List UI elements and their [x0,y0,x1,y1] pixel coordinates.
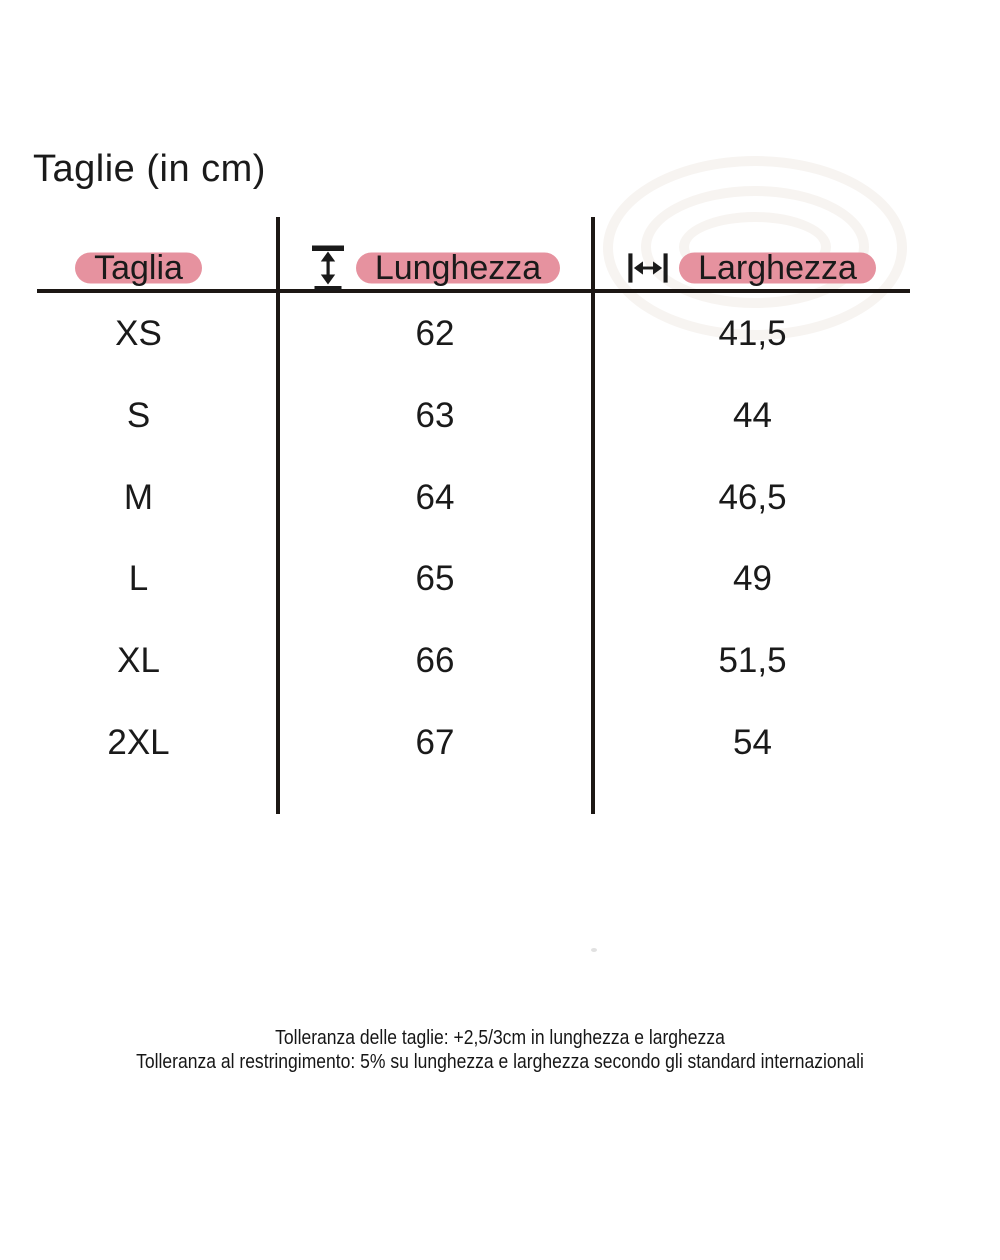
table-row [0,538,912,620]
column-header-lunghezza [277,244,593,292]
tolerance-line-2: Tolleranza al restringimento: 5% su lunghezza e larghezza secondo gli standard internazionali [136,1050,864,1073]
table-row [0,701,912,783]
scan-artifact-dot [591,948,597,952]
size-cell: M [123,477,154,517]
length-cell: 65 [415,559,455,599]
size-cell: S [126,396,151,436]
table-row [0,293,912,375]
size-cell: L [128,559,149,599]
length-cell: 63 [415,396,455,436]
width-cell: 51,5 [718,641,787,681]
taglia-header-label: Taglia [94,249,183,287]
width-cell: 46,5 [718,477,787,517]
larghezza-header-label: Larghezza [698,249,857,287]
horizontal-double-arrow-icon [627,250,669,286]
width-cell: 41,5 [718,314,787,354]
width-cell: 44 [733,396,772,436]
taglia-highlight [75,244,202,292]
page-title: Taglie (in cm) [33,148,266,190]
length-cell: 62 [415,314,455,354]
table-row [0,456,912,538]
width-cell: 54 [733,722,772,762]
vertical-double-arrow-icon [310,244,346,292]
length-cell: 64 [415,477,455,517]
table-row [0,375,912,457]
width-cell: 49 [733,559,772,599]
column-header-taglia [0,244,277,292]
length-cell: 67 [415,722,455,762]
tolerance-notes [0,1026,1000,1074]
size-cell: 2XL [107,722,170,762]
tolerance-line-1: Tolleranza delle taglie: +2,5/3cm in lunghezza e larghezza [275,1026,725,1049]
size-table-body [0,293,912,783]
length-cell: 66 [415,641,455,681]
size-cell: XL [117,641,160,681]
lunghezza-header-label: Lunghezza [374,249,542,287]
larghezza-highlight [679,244,876,292]
column-header-larghezza [593,244,910,292]
size-cell: XS [115,314,162,354]
lunghezza-highlight [356,244,560,292]
table-row [0,620,912,702]
